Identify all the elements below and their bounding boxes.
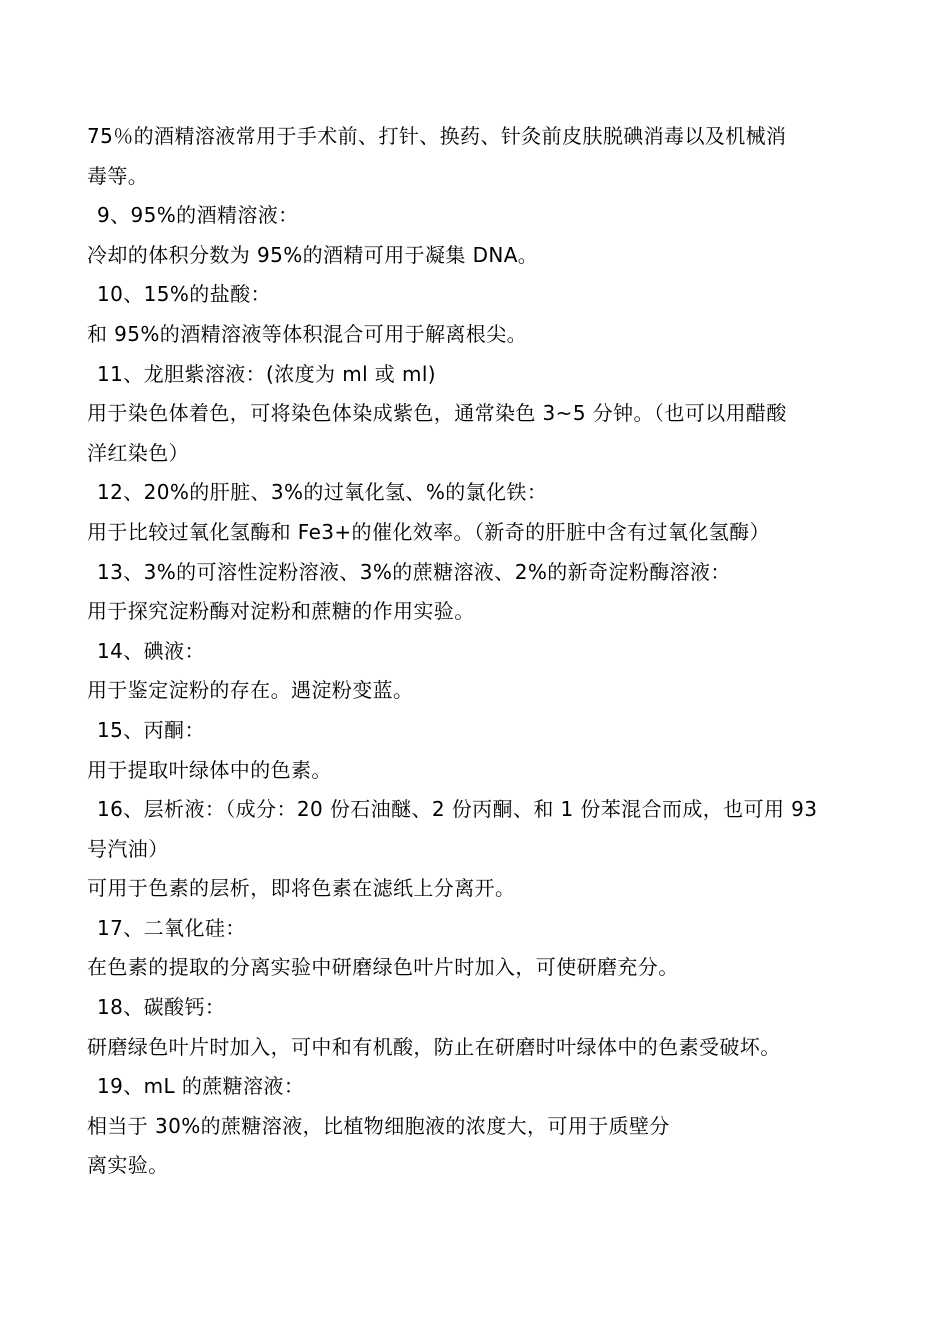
item-heading: 11、龙胆紫溶液：(浓度为 ml 或 ml) [97, 361, 437, 386]
item-heading: 17、二氧化硅： [97, 915, 246, 940]
item-heading: 19、mL 的蔗糖溶液： [97, 1074, 305, 1099]
text-line: 用于比较过氧化氢酶和 Fe3+的催化效率。（新奇的肝脏中含有过氧化氢酶） [87, 519, 770, 544]
item-heading: 16、层析液：（成分：20 份石油醚、2 份丙酮、和 1 份苯混合而成，也可用 93 [97, 797, 818, 822]
text-line: 冷却的体积分数为 95%的酒精可用于凝集 DNA。 [87, 242, 539, 267]
item-heading: 10、15%的盐酸： [97, 282, 271, 307]
item-heading: 14、碘液： [97, 638, 205, 663]
text-line: 用于探究淀粉酶对淀粉和蔗糖的作用实验。 [87, 599, 475, 624]
item-heading: 9、95%的酒精溶液： [97, 203, 299, 228]
text-line: 洋红染色） [87, 440, 189, 465]
text-line: 用于鉴定淀粉的存在。遇淀粉变蓝。 [87, 678, 414, 703]
item-heading: 15、丙酮： [97, 717, 205, 742]
text-line: 相当于 30%的蔗糖溶液，比植物细胞液的浓度大，可用于质壁分 [87, 1113, 670, 1138]
text-line: 毒等。 [87, 163, 149, 188]
text-line: 离实验。 [87, 1153, 169, 1178]
item-heading: 18、碳酸钙： [97, 995, 226, 1020]
text-line: 在色素的提取的分离实验中研磨绿色叶片时加入，可使研磨充分。 [87, 955, 679, 980]
document-body [87, 117, 877, 1186]
text-line: 可用于色素的层析，即将色素在滤纸上分离开。 [87, 876, 516, 901]
text-line: 号汽油） [87, 836, 169, 861]
text-line: 用于染色体着色，可将染色体染成紫色，通常染色 3~5 分钟。（也可以用醋酸 [87, 401, 787, 426]
text-line: 和 95%的酒精溶液等体积混合可用于解离根尖。 [87, 321, 528, 346]
text-line: 用于提取叶绿体中的色素。 [87, 757, 332, 782]
item-heading: 12、20%的肝脏、3%的过氧化氢、%的氯化铁： [97, 480, 548, 505]
text-line: 75％的酒精溶液常用于手术前、打针、换药、针灸前皮肤脱碘消毒以及机械消 [87, 124, 787, 148]
text-line: 研磨绿色叶片时加入，可中和有机酸，防止在研磨时叶绿体中的色素受破坏。 [87, 1034, 781, 1059]
item-heading: 13、3%的可溶性淀粉溶液、3%的蔗糖溶液、2%的新奇淀粉酶溶液： [97, 559, 731, 584]
